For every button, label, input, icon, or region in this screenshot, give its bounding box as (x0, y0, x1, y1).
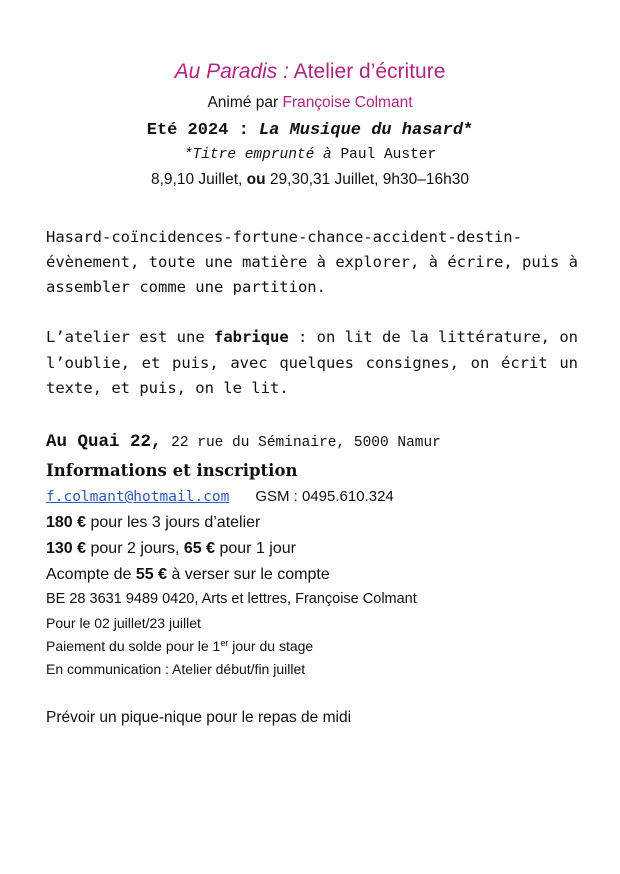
email-link[interactable]: f.colmant@hotmail.com (46, 489, 230, 505)
dates-second: 29,30,31 Juillet, 9h30–16h30 (269, 171, 469, 188)
price-two-days-amount: 130 € (46, 540, 87, 557)
title-credit-author: Paul Auster (340, 147, 437, 163)
venue-address (46, 432, 578, 452)
title-workshop: Atelier d’écriture (293, 60, 446, 83)
season-label: Eté 2024 : (146, 121, 249, 140)
title-credit-label: *Titre emprunté à (183, 147, 332, 163)
season-title (0, 121, 620, 140)
balance-after: jour du stage (232, 638, 314, 654)
price-three-days (46, 514, 260, 532)
price-two-days-text: pour 2 jours, (90, 540, 180, 557)
page-title (0, 60, 620, 84)
balance-before: Paiement du solde pour le 1 (46, 638, 221, 654)
dates-or: ou (246, 171, 266, 188)
animator-name: Françoise Colmant (282, 94, 413, 111)
description-keyword: fabrique (214, 328, 289, 346)
phone-number: GSM : 0495.610.324 (255, 488, 394, 505)
deposit-line (46, 566, 330, 584)
intro-paragraph: Hasard-coïncidences-fortune-chance-accident-destin-évènement, toute une matière à explorer, à écrire, puis à assembler comme une partition. (46, 228, 578, 296)
deposit-amount: 55 € (135, 566, 167, 583)
animator-line (0, 94, 620, 112)
workshop-dates (0, 171, 620, 189)
description-after: : on lit de la littérature, on l’oublie, et puis, avec quelques consignes, on écrit un texte, et puis, on le lit. (46, 328, 578, 397)
venue-street: 22 rue du Séminaire, 5000 Namur (171, 435, 441, 451)
price-three-days-text: pour les 3 jours d’atelier (90, 514, 261, 531)
balance-payment (46, 638, 313, 654)
contact-row (46, 488, 394, 505)
bank-account: BE 28 3631 9489 0420, Arts et lettres, Françoise Colmant (46, 591, 417, 607)
info-heading: Informations et inscription (46, 461, 298, 480)
season-footnote-mark: * (463, 121, 474, 140)
animated-by-label: Animé par (207, 94, 279, 111)
season-theme: La Musique du hasard (258, 121, 464, 140)
price-one-day-text: pour 1 jour (219, 540, 296, 557)
deposit-prefix: Acompte de (46, 566, 132, 583)
title-credit (0, 147, 620, 163)
payment-communication: En communication : Atelier début/fin juillet (46, 661, 306, 677)
payment-deadline: Pour le 02 juillet/23 juillet (46, 615, 201, 631)
picnic-note: Prévoir un pique-nique pour le repas de midi (46, 709, 352, 726)
dates-first: 8,9,10 Juillet, (151, 171, 243, 188)
price-three-days-amount: 180 € (46, 514, 87, 531)
deposit-suffix: à verser sur le compte (171, 566, 330, 583)
workshop-description (46, 325, 578, 402)
price-two-and-one-day (46, 540, 296, 558)
balance-ordinal: er (220, 638, 229, 648)
description-before: L’atelier est une (46, 328, 205, 346)
price-one-day-amount: 65 € (183, 540, 216, 557)
title-place: Au Paradis : (174, 60, 289, 83)
venue-name: Au Quai 22, (46, 432, 162, 452)
